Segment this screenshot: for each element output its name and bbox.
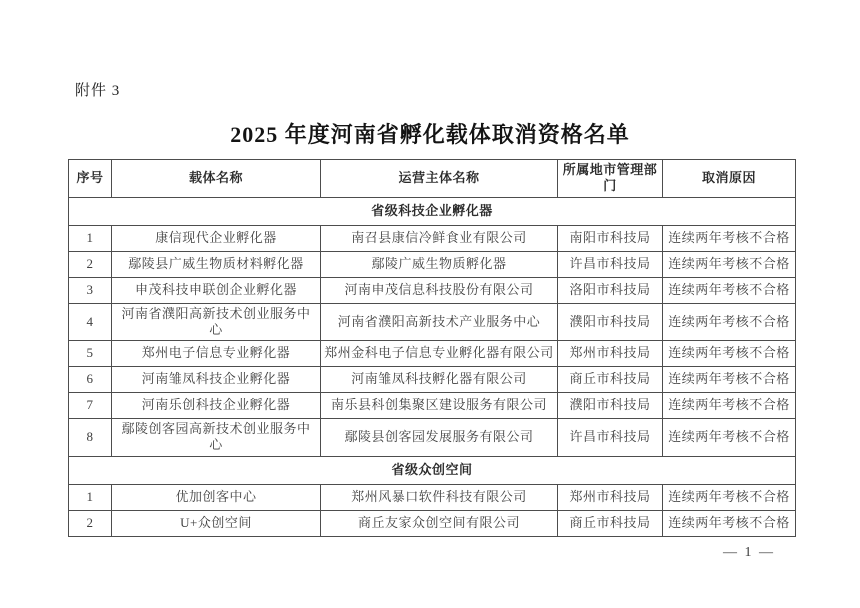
disqualification-table	[68, 159, 796, 537]
page-title: 2025 年度河南省孵化载体取消资格名单	[230, 122, 630, 147]
table-row	[69, 367, 796, 393]
cell-cancellation-reason: 连续两年考核不合格	[663, 303, 796, 341]
table-row	[69, 225, 796, 251]
cell-serial-number: 8	[69, 419, 112, 457]
cell-operating-entity: 河南雏凤科技孵化器有限公司	[321, 367, 558, 393]
cell-operating-entity: 河南省濮阳高新技术产业服务中心	[321, 303, 558, 341]
cell-carrier-name: 河南乐创科技企业孵化器	[112, 393, 321, 419]
cell-cancellation-reason: 连续两年考核不合格	[663, 277, 796, 303]
cell-management-department: 郑州市科技局	[558, 484, 663, 510]
cell-operating-entity: 鄢陵广威生物质孵化器	[321, 251, 558, 277]
table-row	[69, 419, 796, 457]
attachment-label: 附件 3	[75, 83, 121, 99]
cell-carrier-name: U+众创空间	[112, 510, 321, 536]
cell-cancellation-reason: 连续两年考核不合格	[663, 251, 796, 277]
cell-operating-entity: 鄢陵县创客园发展服务有限公司	[321, 419, 558, 457]
cell-cancellation-reason: 连续两年考核不合格	[663, 225, 796, 251]
cell-cancellation-reason: 连续两年考核不合格	[663, 419, 796, 457]
cell-serial-number: 2	[69, 510, 112, 536]
cell-carrier-name: 鄢陵县广威生物质材料孵化器	[112, 251, 321, 277]
cell-serial-number: 6	[69, 367, 112, 393]
cell-carrier-name: 优加创客中心	[112, 484, 321, 510]
cell-management-department: 商丘市科技局	[558, 367, 663, 393]
cell-cancellation-reason: 连续两年考核不合格	[663, 393, 796, 419]
cell-management-department: 郑州市科技局	[558, 341, 663, 367]
section-title: 省级科技企业孵化器	[69, 197, 796, 225]
cell-management-department: 许昌市科技局	[558, 419, 663, 457]
table-row	[69, 484, 796, 510]
section-header-row	[69, 197, 796, 225]
table-header-row	[69, 160, 796, 198]
cell-cancellation-reason: 连续两年考核不合格	[663, 367, 796, 393]
table-row	[69, 303, 796, 341]
cell-cancellation-reason: 连续两年考核不合格	[663, 510, 796, 536]
cell-serial-number: 3	[69, 277, 112, 303]
header-serial-number: 序号	[69, 160, 112, 198]
cell-serial-number: 7	[69, 393, 112, 419]
cell-serial-number: 1	[69, 484, 112, 510]
cell-management-department: 洛阳市科技局	[558, 277, 663, 303]
cell-management-department: 商丘市科技局	[558, 510, 663, 536]
cell-operating-entity: 郑州风暴口软件科技有限公司	[321, 484, 558, 510]
header-management-department: 所属地市管理部门	[558, 160, 663, 198]
cell-serial-number: 1	[69, 225, 112, 251]
cell-carrier-name: 康信现代企业孵化器	[112, 225, 321, 251]
cell-carrier-name: 河南省濮阳高新技术创业服务中心	[112, 303, 321, 341]
table-row	[69, 393, 796, 419]
cell-cancellation-reason: 连续两年考核不合格	[663, 341, 796, 367]
cell-carrier-name: 鄢陵创客园高新技术创业服务中心	[112, 419, 321, 457]
cell-serial-number: 5	[69, 341, 112, 367]
section-title: 省级众创空间	[69, 456, 796, 484]
table-row	[69, 341, 796, 367]
section-header-row	[69, 456, 796, 484]
cell-management-department: 濮阳市科技局	[558, 393, 663, 419]
cell-cancellation-reason: 连续两年考核不合格	[663, 484, 796, 510]
header-operating-entity: 运营主体名称	[321, 160, 558, 198]
cell-carrier-name: 河南雏凤科技企业孵化器	[112, 367, 321, 393]
cell-serial-number: 4	[69, 303, 112, 341]
cell-management-department: 濮阳市科技局	[558, 303, 663, 341]
cell-operating-entity: 南乐县科创集聚区建设服务有限公司	[321, 393, 558, 419]
cell-management-department: 南阳市科技局	[558, 225, 663, 251]
cell-carrier-name: 郑州电子信息专业孵化器	[112, 341, 321, 367]
cell-operating-entity: 商丘友家众创空间有限公司	[321, 510, 558, 536]
cell-serial-number: 2	[69, 251, 112, 277]
header-carrier-name: 载体名称	[112, 160, 321, 198]
cell-management-department: 许昌市科技局	[558, 251, 663, 277]
cell-operating-entity: 南召县康信冷鲜食业有限公司	[321, 225, 558, 251]
table-row	[69, 510, 796, 536]
header-cancellation-reason: 取消原因	[663, 160, 796, 198]
page-number: — 1 —	[723, 545, 775, 560]
cell-operating-entity: 郑州金科电子信息专业孵化器有限公司	[321, 341, 558, 367]
table-row	[69, 251, 796, 277]
cell-carrier-name: 申茂科技申联创企业孵化器	[112, 277, 321, 303]
table-row	[69, 277, 796, 303]
cell-operating-entity: 河南申茂信息科技股份有限公司	[321, 277, 558, 303]
